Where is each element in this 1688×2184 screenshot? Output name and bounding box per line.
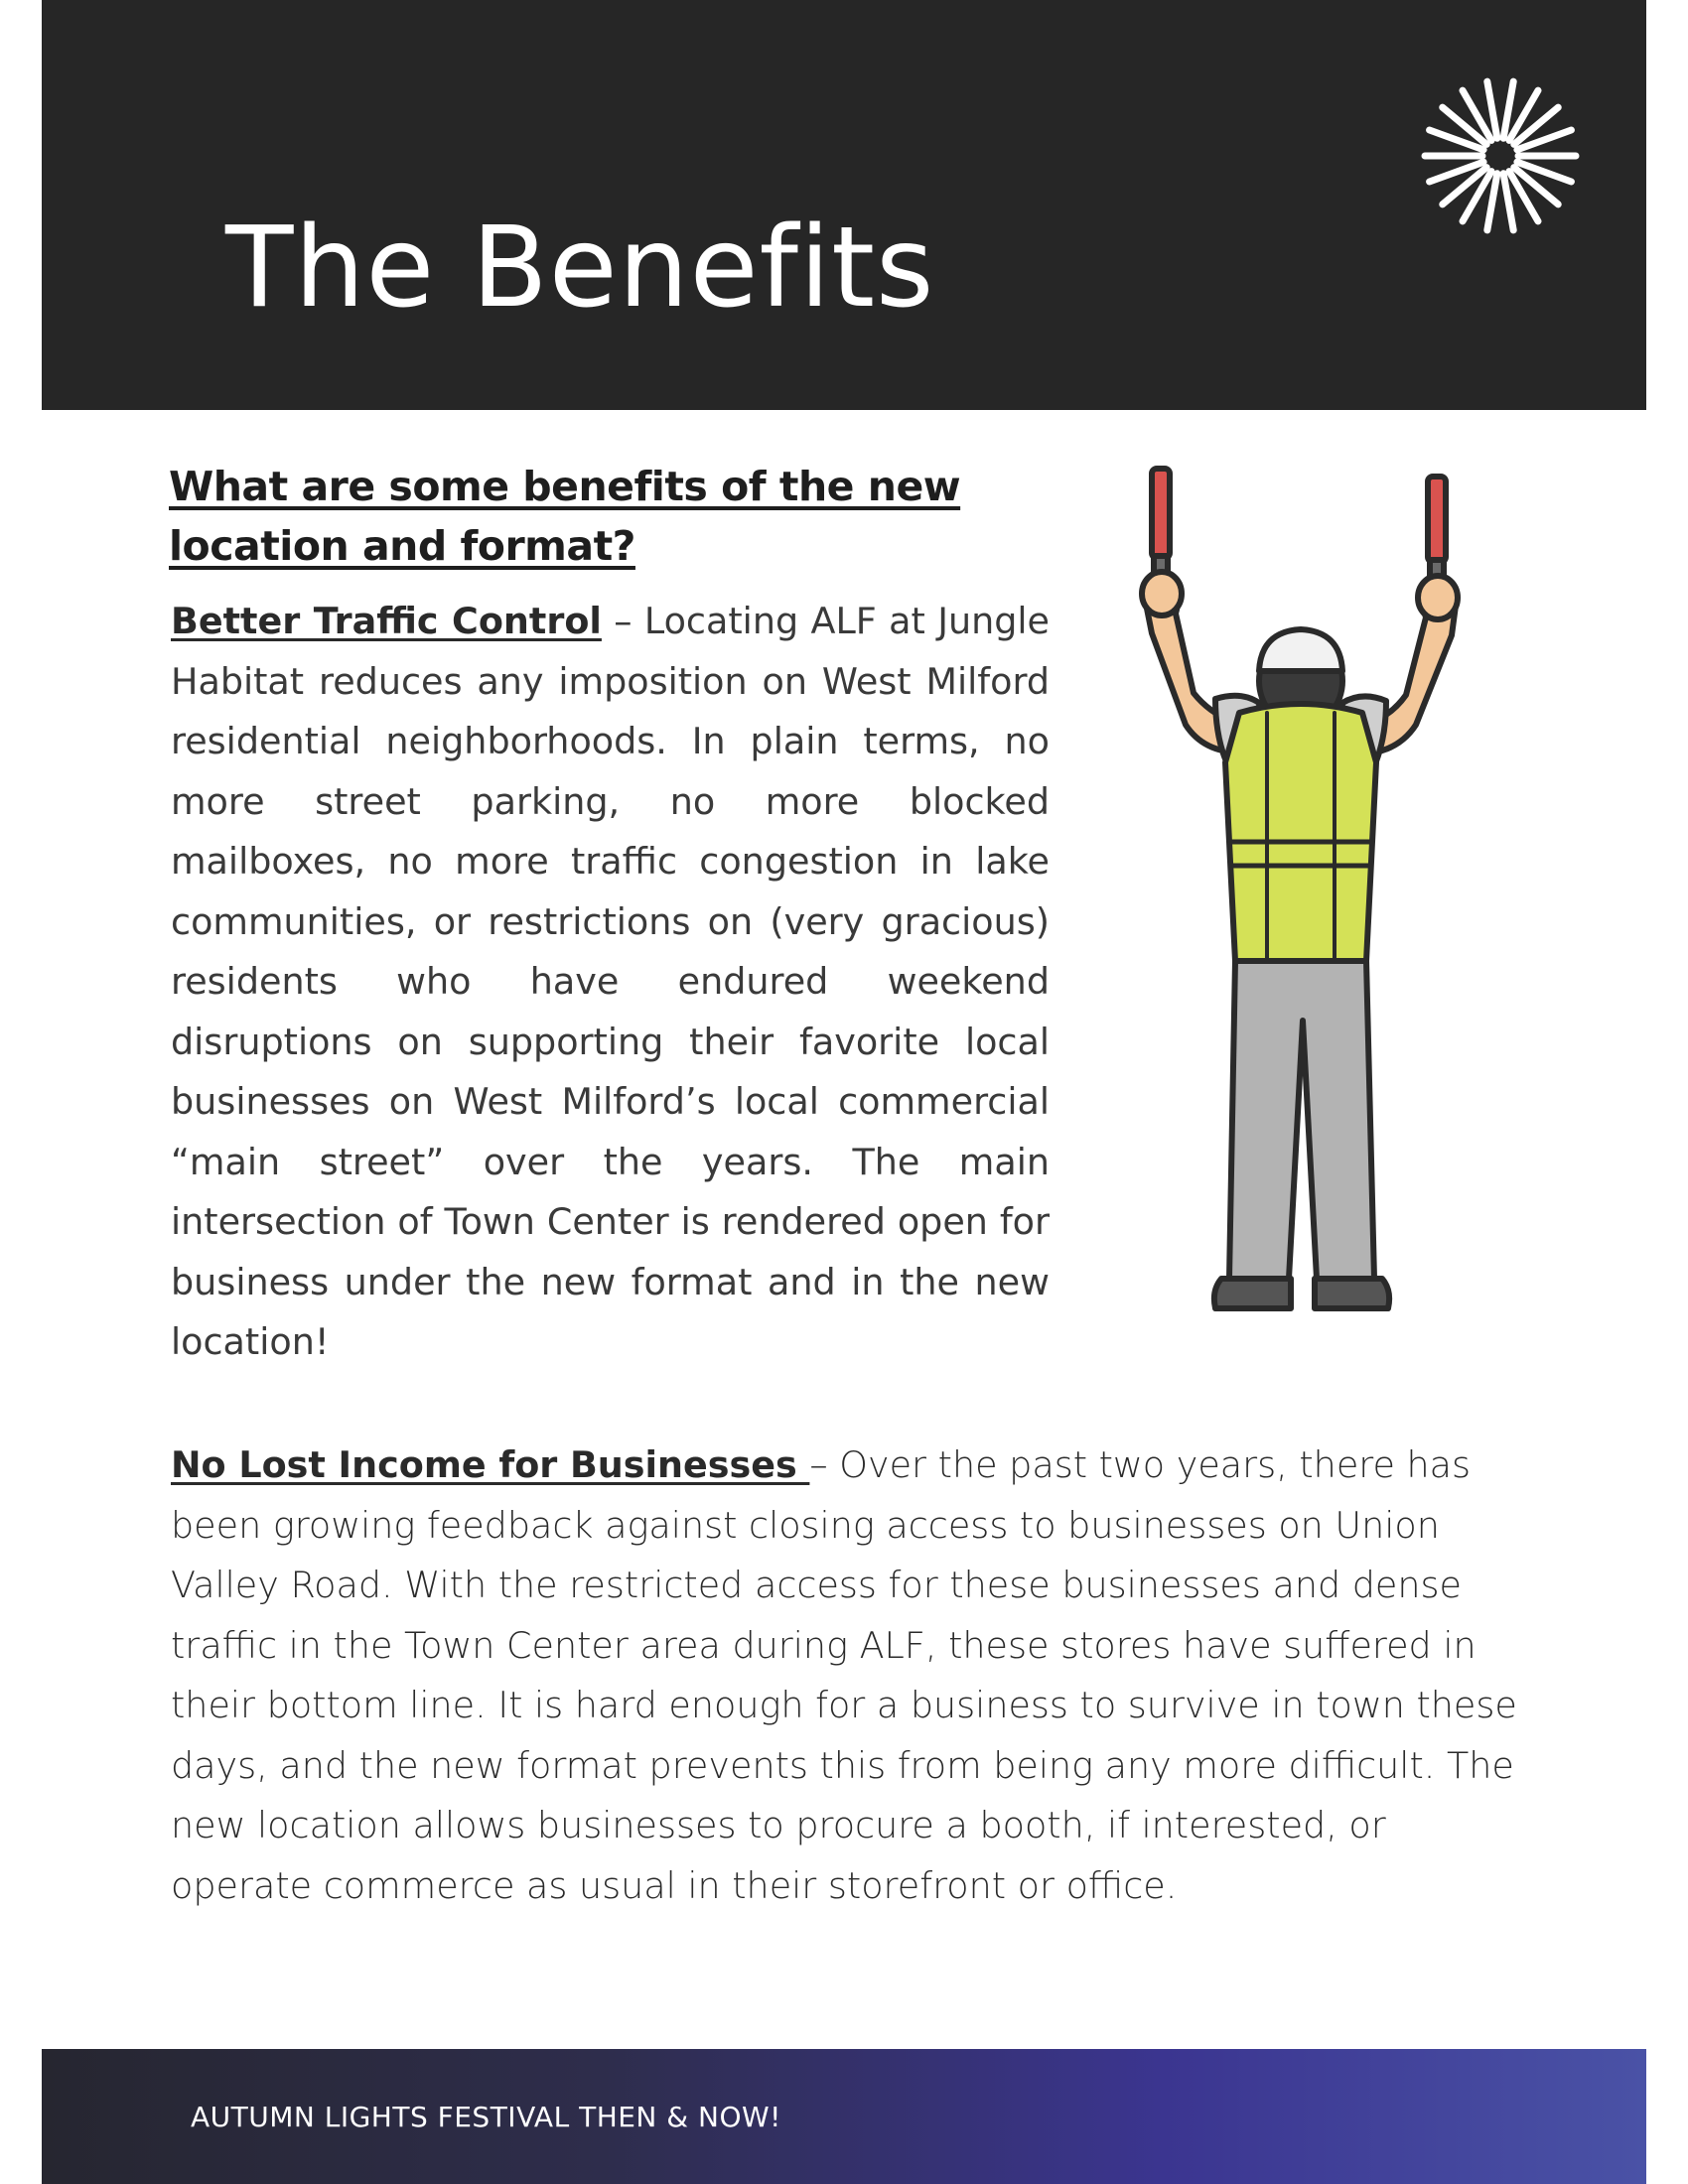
- traffic-control-text: – Locating ALF at Jungle Habitat reduces any imposition on West Milford residential neighborhoods. In plain terms, no more street parking, no more blocked mailboxes, no more traffic congestion in lake communities, or restrictions on (very gracious) residents who have endured weekend disruptions on supporting their favorite local businesses on West Milford’s local commercial “main street” over the years. The main intersection of Town Center is rendered open for business under the new format and in the new location!: [171, 600, 1050, 1363]
- footer-banner: [42, 2049, 1646, 2184]
- lost-income-paragraph: [171, 1435, 1521, 1916]
- footer-text: AUTUMN LIGHTS FESTIVAL THEN & NOW!: [191, 2101, 781, 2133]
- traffic-controller-illustration: [1132, 465, 1470, 1348]
- left-shoe: [1214, 1279, 1291, 1308]
- page-title: The Benefits: [225, 204, 935, 333]
- traffic-control-paragraph: [171, 592, 1050, 1373]
- header-banner: [42, 0, 1646, 410]
- lost-income-text: – Over the past two years, there has been growing feedback against closing access to businesses on Union Valley Road. With the restricted access for these businesses and dense traffic in the Town Center area during ALF, these stores have suffered in their bottom line. It is hard enough for a business to survive in town these days, and the new format prevents this from being any more difficult. The new location allows businesses to procure a booth, if interested, or operate commerce as usual in their storefront or office.: [171, 1443, 1517, 1907]
- right-baton: [1428, 477, 1446, 562]
- right-shoe: [1315, 1279, 1389, 1308]
- starburst-icon: [1420, 75, 1581, 236]
- traffic-control-heading: Better Traffic Control: [171, 600, 602, 642]
- cap: [1259, 629, 1342, 671]
- left-baton: [1152, 469, 1170, 558]
- section-question: What are some benefits of the new location and format?: [169, 463, 961, 570]
- pants: [1229, 961, 1374, 1279]
- lost-income-heading: No Lost Income for Businesses: [171, 1443, 810, 1486]
- safety-vest: [1225, 704, 1376, 961]
